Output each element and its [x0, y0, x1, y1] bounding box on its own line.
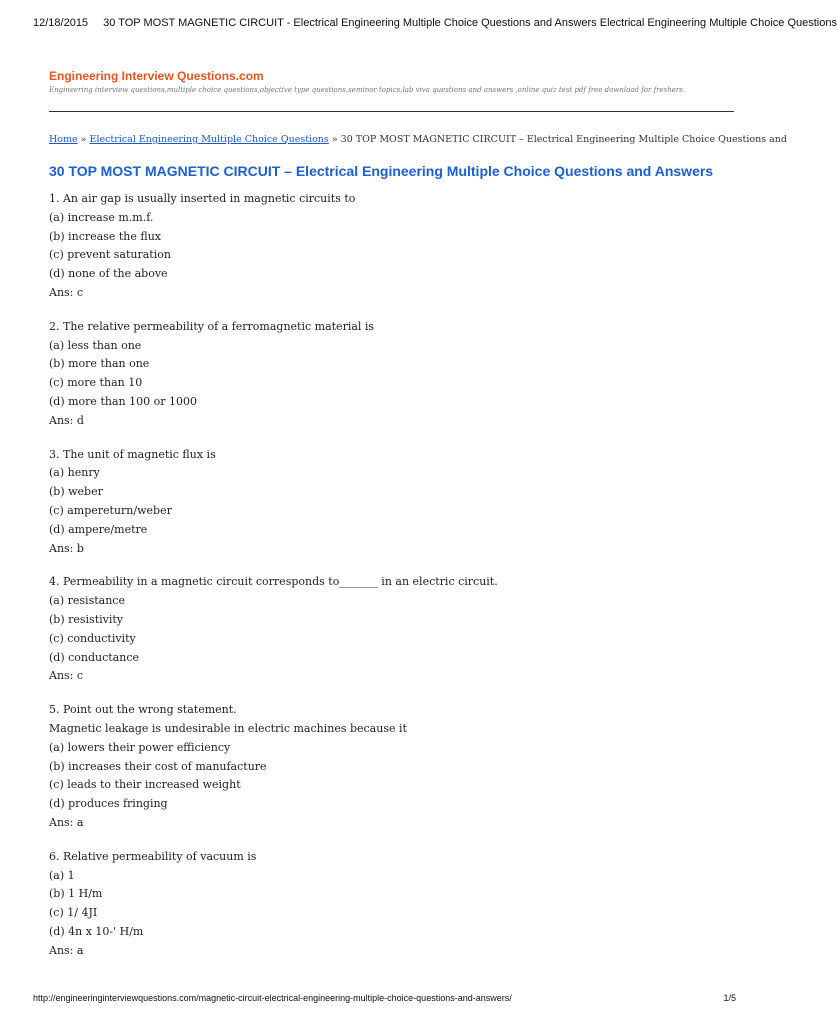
option-d: (d) produces fringing	[49, 797, 168, 811]
answer: Ans: c	[49, 669, 84, 683]
print-date: 12/18/2015	[33, 17, 89, 29]
option-a: (a) increase m.m.f.	[49, 210, 154, 224]
answer: Ans: b	[49, 541, 84, 555]
option-b: (b) resistivity	[49, 612, 124, 626]
page-title: 30 TOP MOST MAGNETIC CIRCUIT – Electrical Engineering Multiple Choice Questions and Answers	[49, 163, 714, 179]
option-c: (c) more than 10	[49, 376, 143, 390]
option-c: (c) conductivity	[49, 631, 136, 645]
option-c: (c) ampereturn/weber	[49, 503, 172, 517]
question-text: 5. Point out the wrong statement.	[49, 703, 237, 717]
breadcrumb-separator: »	[331, 134, 338, 145]
option-d: (d) more than 100 or 1000	[49, 394, 197, 408]
breadcrumb-category-link[interactable]: Electrical Engineering Multiple Choice Questions	[89, 134, 329, 145]
question-item	[49, 446, 739, 559]
option-b: (b) weber	[49, 485, 103, 499]
option-b: (b) increase the flux	[49, 229, 161, 243]
answer: Ans: c	[49, 285, 84, 299]
site-tagline: Engineering interview questions,multiple choice questions,objective type questions,seminor topics,lab viva questions and answers ,online quiz test pdf free download for freshers.	[49, 86, 686, 94]
question-text: 2. The relative permeability of a ferromagnetic material is	[49, 319, 375, 333]
question-text: 6. Relative permeability of vacuum is	[49, 849, 257, 863]
question-item	[49, 701, 739, 833]
breadcrumb-separator: »	[80, 134, 87, 145]
option-a: (a) henry	[49, 466, 100, 480]
option-b: (b) more than one	[49, 357, 150, 371]
question-text: 1. An air gap is usually inserted in magnetic circuits to	[49, 192, 356, 205]
header-divider	[49, 111, 734, 112]
site-name[interactable]: Engineering Interview Questions.com	[49, 69, 264, 83]
question-item	[49, 190, 739, 303]
question-text: 4. Permeability in a magnetic circuit corresponds to_______ in an electric circuit.	[49, 575, 498, 589]
answer: Ans: a	[49, 943, 84, 957]
print-header	[33, 17, 837, 29]
answer: Ans: a	[49, 815, 84, 829]
option-d: (d) none of the above	[49, 267, 168, 281]
option-a: (a) less than one	[49, 338, 142, 352]
breadcrumb	[49, 134, 787, 145]
breadcrumb-home-link[interactable]: Home	[49, 134, 78, 145]
question-subtext: Magnetic leakage is undesirable in electric machines because it	[49, 721, 407, 735]
option-d: (d) conductance	[49, 650, 140, 664]
question-list	[49, 190, 739, 975]
breadcrumb-current: 30 TOP MOST MAGNETIC CIRCUIT – Electrical Engineering Multiple Choice Questions and	[340, 134, 787, 145]
answer: Ans: d	[49, 413, 84, 427]
option-d: (d) 4n x 10-' H/m	[49, 924, 144, 938]
option-c: (c) leads to their increased weight	[49, 778, 241, 792]
question-item	[49, 848, 739, 961]
option-d: (d) ampere/metre	[49, 522, 148, 536]
page-number: 1/5	[723, 993, 736, 1003]
option-a: (a) resistance	[49, 594, 125, 608]
question-item	[49, 318, 739, 431]
option-c: (c) prevent saturation	[49, 248, 171, 262]
option-b: (b) increases their cost of manufacture	[49, 759, 267, 773]
question-item	[49, 573, 739, 686]
option-b: (b) 1 H/m	[49, 887, 103, 901]
option-a: (a) 1	[49, 868, 75, 882]
print-page-title: 30 TOP MOST MAGNETIC CIRCUIT - Electrical Engineering Multiple Choice Questions and Answers Electrical Engineering Multiple Choice Questions	[103, 17, 837, 29]
question-text: 3. The unit of magnetic flux is	[49, 447, 216, 461]
page-url: http://engineeringinterviewquestions.com/magnetic-circuit-electrical-engineering-multiple-choice-questions-and-answers/	[33, 993, 512, 1003]
option-a: (a) lowers their power efficiency	[49, 740, 231, 754]
print-footer	[33, 993, 736, 1003]
option-c: (c) 1/ 4JI	[49, 906, 98, 920]
